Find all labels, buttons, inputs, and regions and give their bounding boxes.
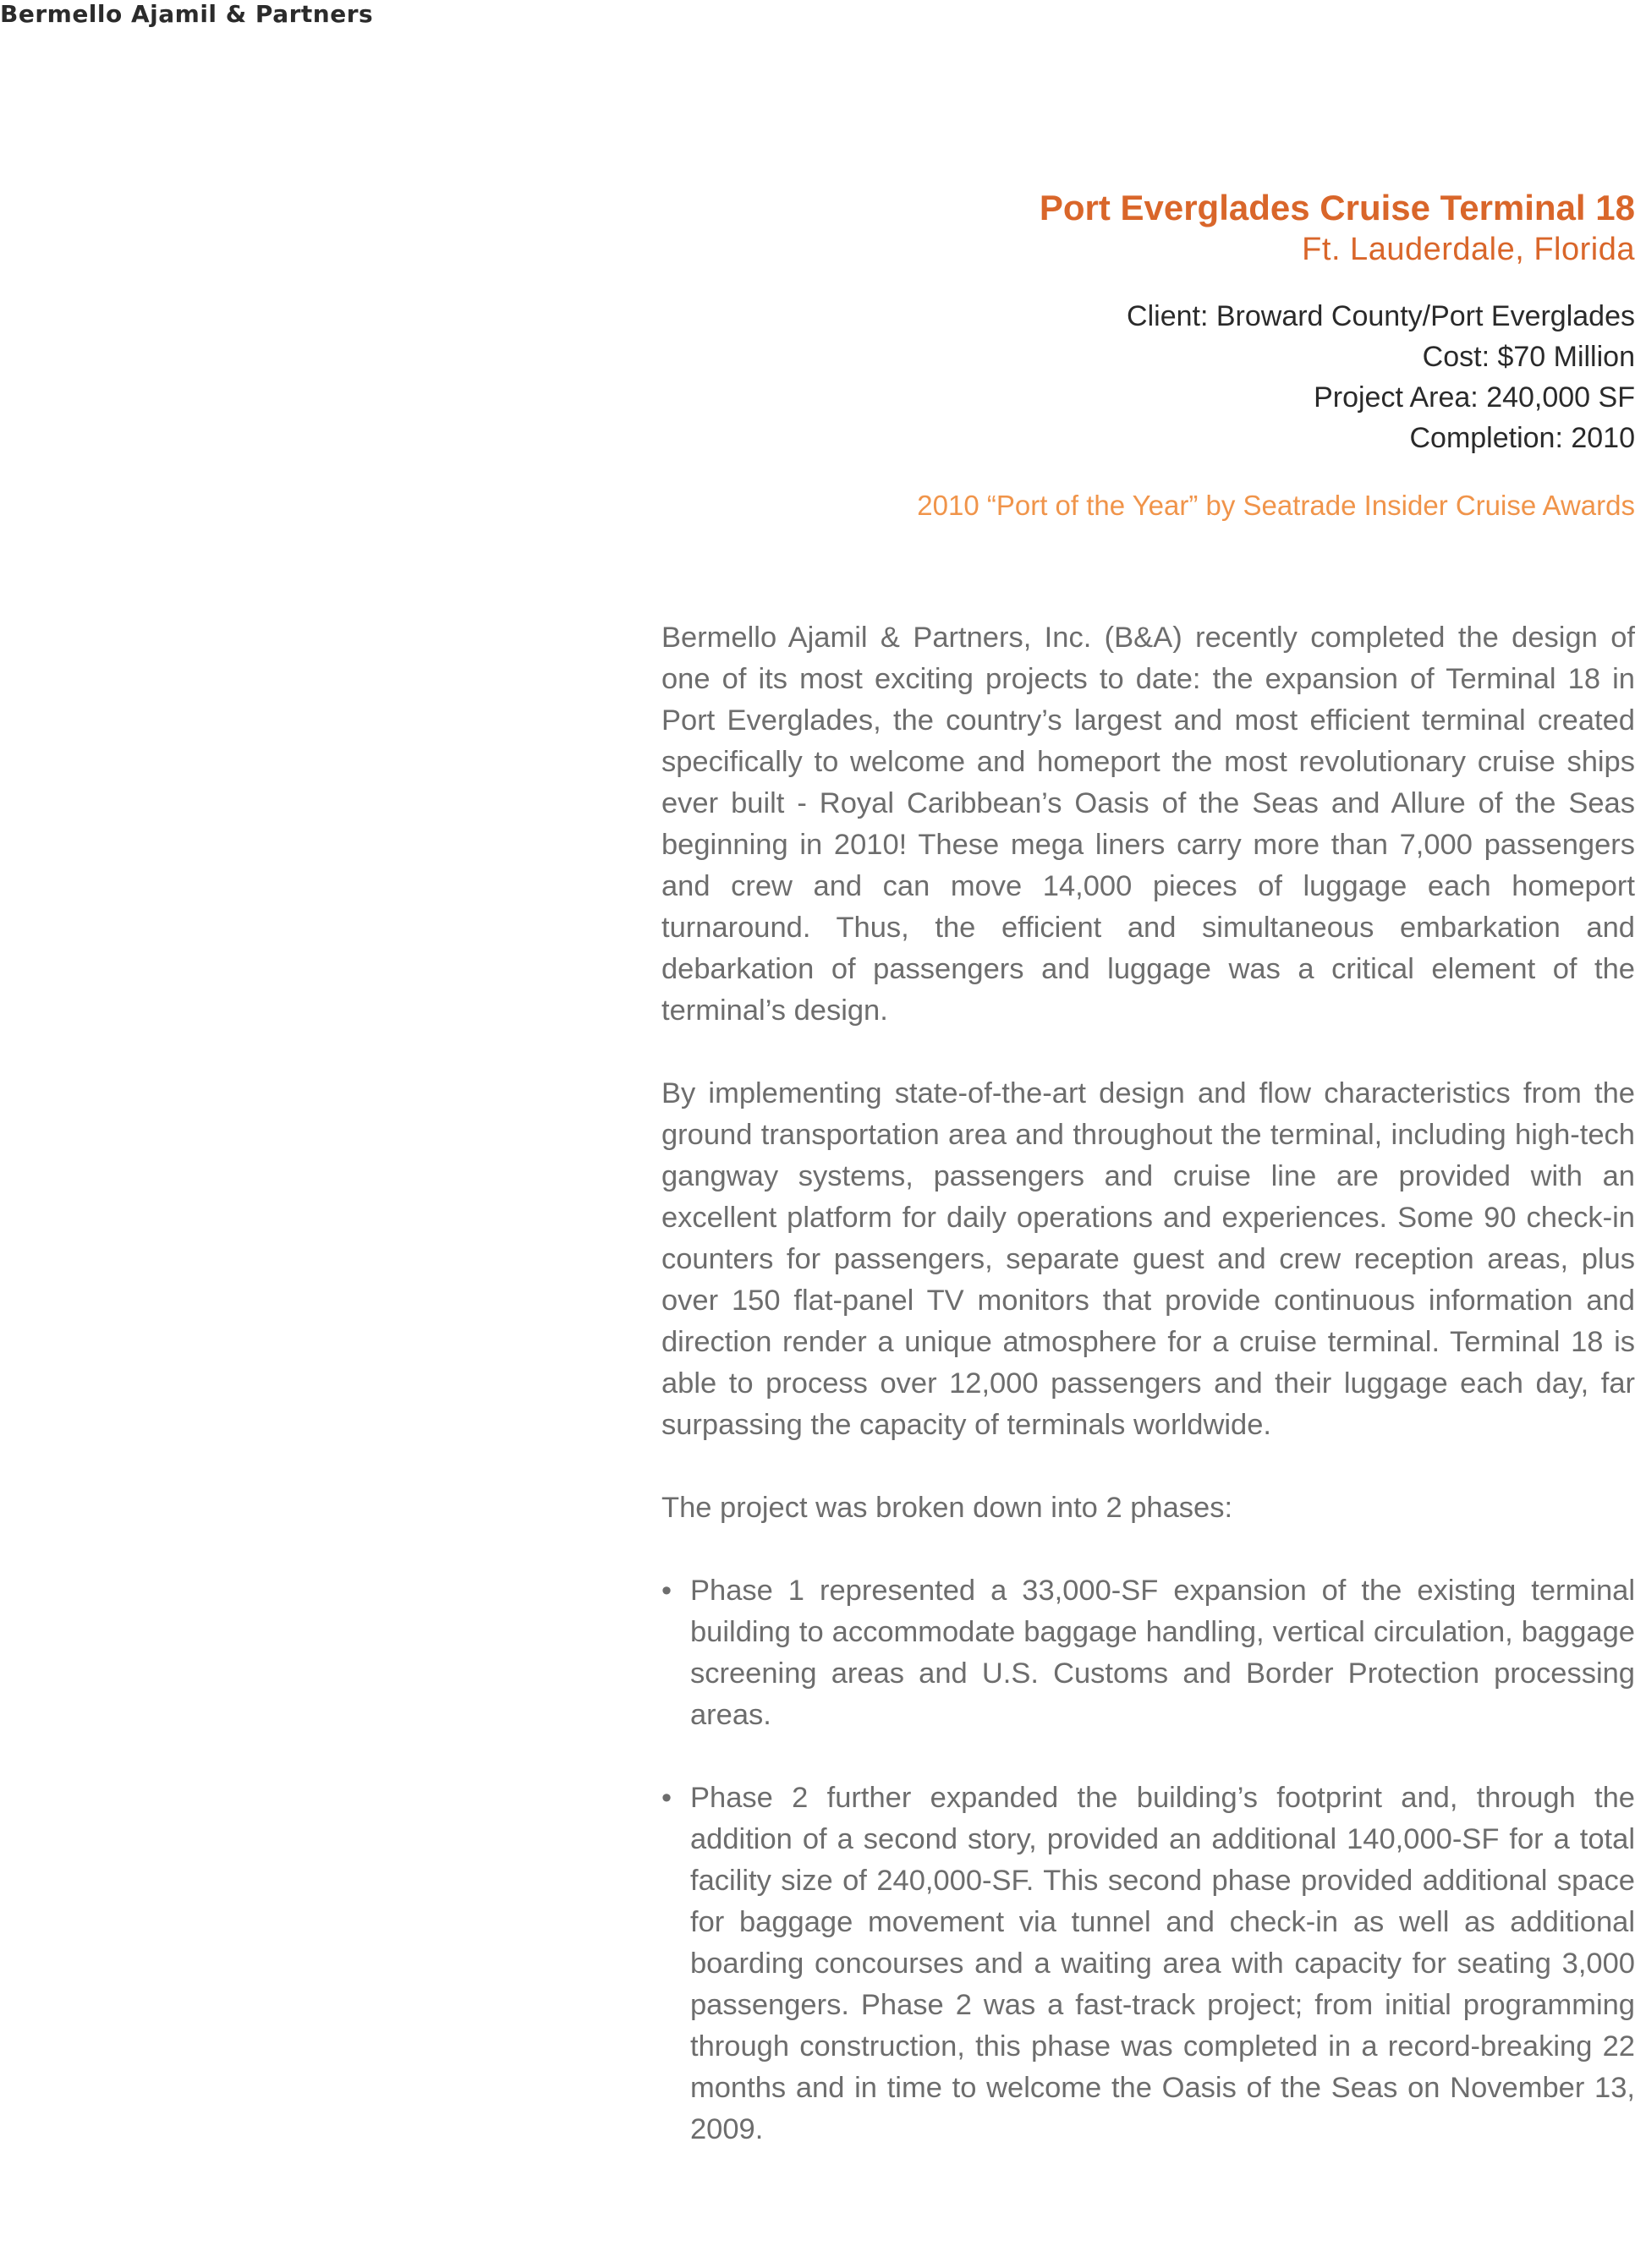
phase-2-item bbox=[661, 1778, 1635, 2150]
project-description bbox=[661, 617, 1635, 2192]
completion-line: Completion: 2010 bbox=[1409, 422, 1635, 454]
company-logo-text: Bermello Ajamil & Partners bbox=[0, 0, 374, 28]
paragraph-intro: Bermello Ajamil & Partners, Inc. (B&A) recently completed the design of one of its most exciting projects to date: the expansion of Terminal 18 in Port Everglades, the country’s largest and most efficient terminal created specifically to welcome and homeport the most revolutionary cruise ships ever built - Royal Caribbean’s Oasis of the Seas and Allure of the Seas beginning in 2010! These mega liners carry more than 7,000 passengers and crew and can move 14,000 pieces of luggage each homeport turnaround. Thus, the efficient and simultaneous embarkation and debarkation of passengers and luggage was a critical element of the terminal’s design. bbox=[661, 622, 1635, 1027]
project-location: Ft. Lauderdale, Florida bbox=[1302, 232, 1635, 267]
client-line: Client: Broward County/Port Everglades bbox=[1127, 300, 1635, 332]
bullet-icon: • bbox=[661, 1782, 672, 1814]
award-line: 2010 “Port of the Year” by Seatrade Insider Cruise Awards bbox=[917, 490, 1635, 521]
project-facts bbox=[620, 296, 1635, 458]
project-title: Port Everglades Cruise Terminal 18 bbox=[1039, 188, 1635, 227]
phase-1-text: Phase 1 represented a 33,000-SF expansion of the existing terminal building to accommodate baggage handling, vertical circulation, baggage screening areas and U.S. Customs and Border Protection processing areas. bbox=[690, 1575, 1635, 1731]
bullet-icon: • bbox=[661, 1575, 672, 1607]
cost-line: Cost: $70 Million bbox=[1422, 341, 1635, 373]
paragraph-phases-intro: The project was broken down into 2 phases: bbox=[661, 1492, 1233, 1524]
project-header bbox=[620, 186, 1635, 524]
phase-2-text: Phase 2 further expanded the building’s footprint and, through the addition of a second story, provided an additional 140,000-SF for a total facility size of 240,000-SF. This second phase provided additional space for baggage movement via tunnel and check-in as well as additional boarding concourses and a waiting area with capacity for seating 3,000 passengers. Phase 2 was a fast-track project; from initial programming through construction, this phase was completed in a record-breaking 22 months and in time to welcome the Oasis of the Seas on November 13, 2009. bbox=[690, 1782, 1635, 2145]
paragraph-design: By implementing state-of-the-art design and flow characteristics from the ground transportation area and throughout the terminal, including high-tech gangway systems, passengers and cruise line are provided with an excellent platform for daily operations and experiences. Some 90 check-in counters for passengers, separate guest and crew reception areas, plus over 150 flat-panel TV monitors that provide continuous information and direction render a unique atmosphere for a cruise terminal. Terminal 18 is able to process over 12,000 passengers and their luggage each day, far surpassing the capacity of terminals worldwide. bbox=[661, 1077, 1635, 1441]
phase-1-item bbox=[661, 1570, 1635, 1736]
area-line: Project Area: 240,000 SF bbox=[1314, 381, 1635, 414]
